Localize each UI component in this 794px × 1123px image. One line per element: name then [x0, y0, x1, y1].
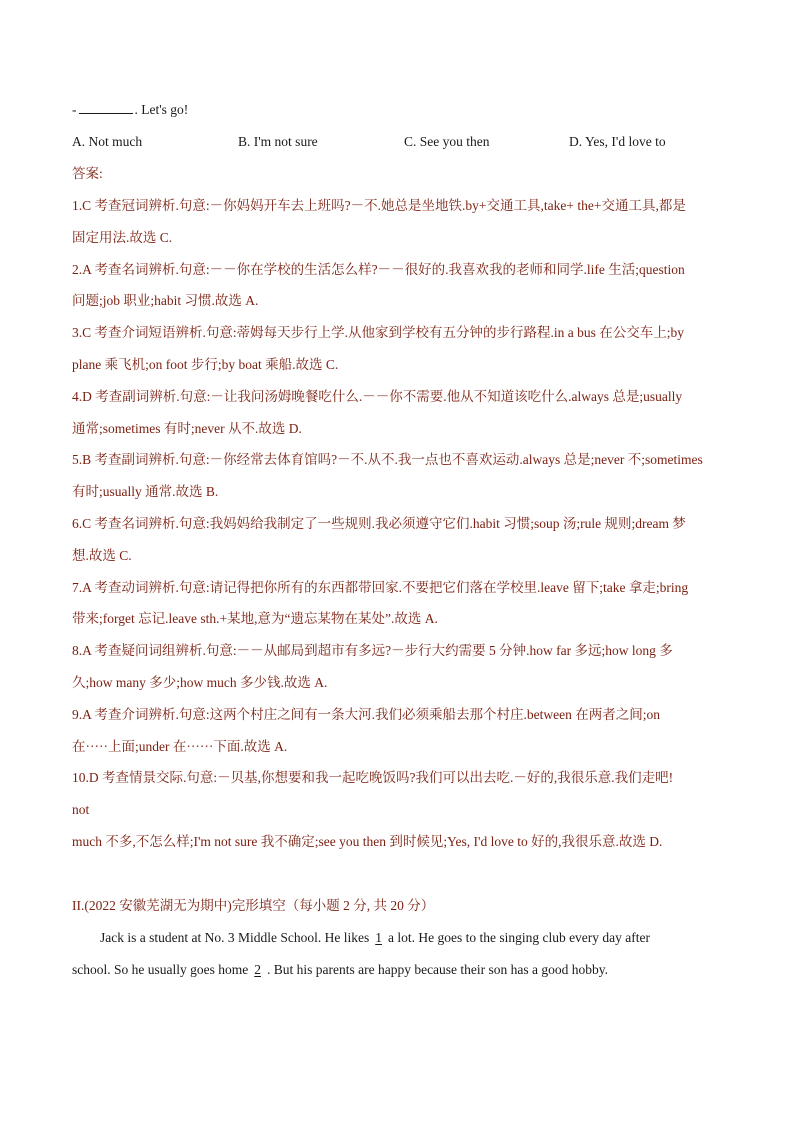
answer-line: not — [72, 802, 90, 817]
answer-line: 5.B 考查副词辨析.句意:－你经常去体育馆吗?－不.从不.我一点也不喜欢运动.always 总是;never 不;sometimes — [72, 452, 703, 467]
passage-text: a lot. He goes to the singing club every day after — [387, 930, 651, 945]
answer-line: 固定用法.故选 C. — [72, 230, 173, 245]
blank-1: 1 — [375, 930, 382, 945]
question-tail — [72, 101, 188, 119]
passage-text: . But his parents are happy because their son has a good hobby. — [266, 962, 609, 977]
answer-line: 久;how many 多少;how much 多少钱.故选 A. — [72, 675, 328, 690]
answer-line: 带来;forget 忘记.leave sth.+某地,意为“遗忘某物在某处”.故选 A. — [72, 611, 438, 626]
answer-line: 在·····上面;under 在······下面.故选 A. — [72, 739, 288, 754]
answer-line: 8.A 考查疑问词组辨析.句意:－－从邮局到超市有多远?－步行大约需要 5 分钟.how far 多远;how long 多 — [72, 643, 673, 658]
answer-line: 9.A 考查介词辨析.句意:这两个村庄之间有一条大河.我们必须乘船去那个村庄.between 在两者之间;on — [72, 707, 660, 722]
answer-line: 4.D 考查副词辨析.句意:－让我问汤姆晚餐吃什么.－－你不需要.他从不知道该吃什么.always 总是;usually — [72, 389, 683, 404]
option-a: A. Not much — [72, 134, 143, 149]
dash: - — [72, 102, 77, 117]
answer-line: 6.C 考查名词辨析.句意:我妈妈给我制定了一些规则.我必须遵守它们.habit 习惯;soup 汤;rule 规则;dream 梦 — [72, 516, 686, 531]
option-c: C. See you then — [404, 134, 490, 149]
passage-line-2 — [72, 961, 722, 979]
answer-line: much 不多,不怎么样;I'm not sure 我不确定;see you then 到时候见;Yes, I'd love to 好的,我很乐意.故选 D. — [72, 834, 663, 849]
answer-line: 通常;sometimes 有时;never 从不.故选 D. — [72, 421, 302, 436]
answer-line: 有时;usually 通常.故选 B. — [72, 484, 219, 499]
question-prompt: . Let's go! — [134, 102, 189, 117]
section-heading: II.(2022 安徽芜湖无为期中)完形填空（每小题 2 分, 共 20 分） — [72, 898, 435, 913]
blank-2: 2 — [254, 962, 261, 977]
answer-line: 3.C 考查介词短语辨析.句意:蒂姆每天步行上学.从他家到学校有五分钟的步行路程.in a bus 在公交车上;by — [72, 325, 685, 340]
passage-line-1 — [72, 929, 722, 947]
answer-line: plane 乘飞机;on foot 步行;by boat 乘船.故选 C. — [72, 357, 339, 372]
answer-line: 2.A 考查名词辨析.句意:－－你在学校的生活怎么样?－－很好的.我喜欢我的老师和同学.life 生活;question — [72, 262, 685, 277]
answer-line: 想.故选 C. — [72, 548, 132, 563]
answer-line: 1.C 考查冠词辨析.句意:－你妈妈开车去上班吗?－不.她总是坐地铁.by+交通工具,take+ the+交通工具,都是 — [72, 198, 686, 213]
answer-options — [72, 133, 722, 151]
option-d: D. Yes, I'd love to — [569, 134, 666, 149]
answer-line: 7.A 考查动词辨析.句意:请记得把你所有的东西都带回家.不要把它们落在学校里.leave 留下;take 拿走;bring — [72, 580, 689, 595]
answer-blank — [79, 101, 133, 114]
passage-text: school. So he usually goes home — [72, 962, 249, 977]
answer-line: 10.D 考查情景交际.句意:－贝基,你想要和我一起吃晚饭吗?我们可以出去吃.－好的,我很乐意.我们走吧! — [72, 770, 674, 785]
option-b: B. I'm not sure — [238, 134, 318, 149]
passage-text: Jack is a student at No. 3 Middle School. He likes — [100, 930, 370, 945]
answer-heading: 答案: — [72, 166, 103, 181]
answer-line: 问题;job 职业;habit 习惯.故选 A. — [72, 293, 259, 308]
